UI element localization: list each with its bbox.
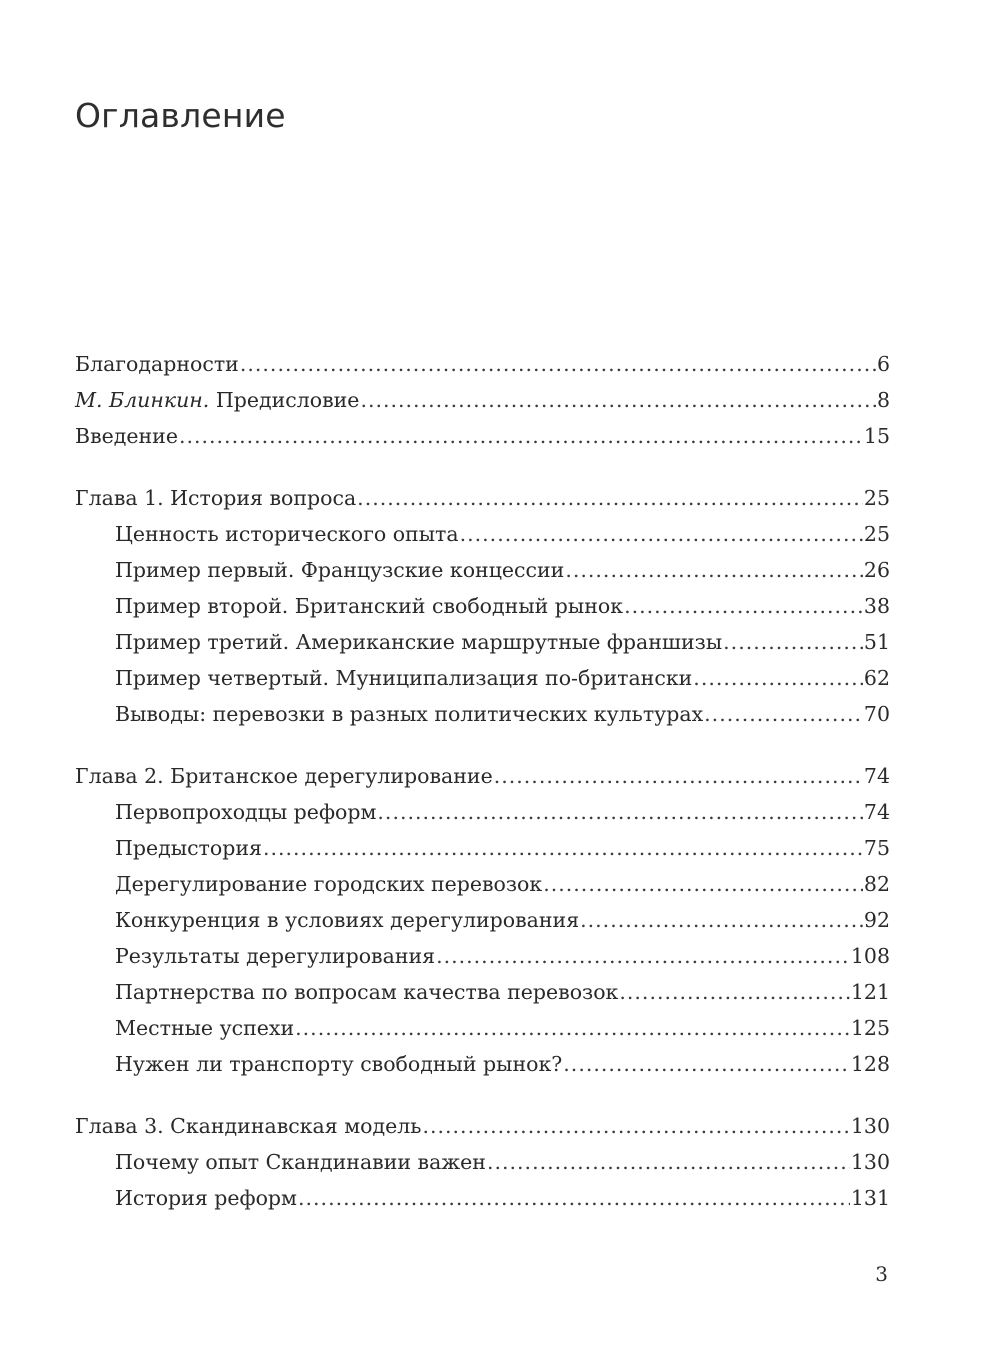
toc-section[interactable] xyxy=(75,696,890,732)
toc-section[interactable] xyxy=(75,624,890,660)
toc-section-label: Конкуренция в условиях дерегулирования xyxy=(115,908,580,932)
dot-leader xyxy=(543,866,863,902)
toc-entry-page: 130 xyxy=(850,1114,890,1138)
dot-leader xyxy=(460,516,863,552)
dot-leader xyxy=(565,552,863,588)
toc-entry-page: 92 xyxy=(863,908,890,932)
dot-leader xyxy=(357,480,863,516)
page-title: Оглавление xyxy=(75,96,286,135)
dot-leader xyxy=(580,902,863,938)
toc-section-label: Дерегулирование городских перевозок xyxy=(115,872,543,896)
toc-entry-label: Введение xyxy=(75,424,178,448)
toc-entry-page: 15 xyxy=(863,424,890,448)
toc-section[interactable] xyxy=(75,866,890,902)
dot-leader xyxy=(377,794,863,830)
dot-leader xyxy=(295,1010,850,1046)
toc-entry-page: 128 xyxy=(850,1052,890,1076)
toc-entry-page: 130 xyxy=(850,1150,890,1174)
dot-leader xyxy=(494,758,863,794)
toc-entry-page: 75 xyxy=(863,836,890,860)
toc-section[interactable] xyxy=(75,1180,890,1216)
toc-section-label: Партнерства по вопросам качества перевозок xyxy=(115,980,619,1004)
toc-entry-page: 70 xyxy=(863,702,890,726)
toc-entry-label: Благодарности xyxy=(75,352,239,376)
dot-leader xyxy=(693,660,863,696)
toc-entry-page: 125 xyxy=(850,1016,890,1040)
toc-entry-page: 131 xyxy=(850,1186,890,1210)
toc-section-label: Результаты дерегулирования xyxy=(115,944,436,968)
toc-entry-page: 6 xyxy=(876,352,890,376)
toc-entry-acknowledgements[interactable] xyxy=(75,346,890,382)
toc-chapter-1[interactable] xyxy=(75,480,890,516)
toc-section[interactable] xyxy=(75,660,890,696)
toc-entry-page: 108 xyxy=(850,944,890,968)
toc-entry-page: 26 xyxy=(863,558,890,582)
toc-section[interactable] xyxy=(75,1010,890,1046)
dot-leader xyxy=(487,1144,850,1180)
toc-entry-title: Предисловие xyxy=(209,388,360,412)
toc-entry-page: 74 xyxy=(863,764,890,788)
toc-section-label: Местные успехи xyxy=(115,1016,295,1040)
toc-section[interactable] xyxy=(75,902,890,938)
dot-leader xyxy=(360,382,876,418)
toc-chapter-label: Глава 3. Скандинавская модель xyxy=(75,1114,422,1138)
dot-leader xyxy=(624,588,863,624)
toc-section[interactable] xyxy=(75,830,890,866)
table-of-contents xyxy=(75,346,890,1216)
dot-leader xyxy=(704,696,863,732)
toc-section-label: История реформ xyxy=(115,1186,297,1210)
toc-entry-page: 62 xyxy=(863,666,890,690)
toc-entry-page: 25 xyxy=(863,522,890,546)
toc-chapter-2[interactable] xyxy=(75,758,890,794)
toc-section[interactable] xyxy=(75,588,890,624)
toc-section[interactable] xyxy=(75,974,890,1010)
toc-section-label: Пример третий. Американские маршрутные франшизы xyxy=(115,630,723,654)
dot-leader xyxy=(263,830,863,866)
toc-entry-page: 121 xyxy=(850,980,890,1004)
toc-entry-page: 8 xyxy=(876,388,890,412)
toc-section[interactable] xyxy=(75,1144,890,1180)
dot-leader xyxy=(240,346,876,382)
toc-section-label: Первопроходцы реформ xyxy=(115,800,377,824)
toc-entry-page: 74 xyxy=(863,800,890,824)
toc-entry-label xyxy=(75,382,359,418)
dot-leader xyxy=(723,624,863,660)
toc-section[interactable] xyxy=(75,794,890,830)
dot-leader xyxy=(436,938,850,974)
toc-section[interactable] xyxy=(75,938,890,974)
toc-entry-page: 51 xyxy=(863,630,890,654)
page-number: 3 xyxy=(875,1262,888,1286)
dot-leader xyxy=(179,418,863,454)
dot-leader xyxy=(619,974,849,1010)
dot-leader xyxy=(422,1108,849,1144)
toc-chapter-label: Глава 2. Британское дерегулирование xyxy=(75,764,493,788)
toc-entry-page: 38 xyxy=(863,594,890,618)
toc-section-label: Нужен ли транспорту свободный рынок? xyxy=(115,1052,563,1076)
toc-section[interactable] xyxy=(75,516,890,552)
toc-section[interactable] xyxy=(75,552,890,588)
toc-section-label: Предыстория xyxy=(115,836,262,860)
dot-leader xyxy=(563,1046,850,1082)
toc-section-label: Пример второй. Британский свободный рынок xyxy=(115,594,624,618)
toc-entry-introduction[interactable] xyxy=(75,418,890,454)
toc-entry-preface[interactable] xyxy=(75,382,890,418)
toc-entry-author: М. Блинкин. xyxy=(75,388,210,412)
toc-section-label: Пример первый. Французские концессии xyxy=(115,558,565,582)
toc-section[interactable] xyxy=(75,1046,890,1082)
toc-entry-page: 82 xyxy=(863,872,890,896)
toc-chapter-3[interactable] xyxy=(75,1108,890,1144)
toc-entry-page: 25 xyxy=(863,486,890,510)
toc-section-label: Выводы: перевозки в разных политических культурах xyxy=(115,702,704,726)
toc-section-label: Пример четвертый. Муниципализация по-британски xyxy=(115,666,693,690)
toc-section-label: Почему опыт Скандинавии важен xyxy=(115,1150,486,1174)
toc-chapter-label: Глава 1. История вопроса xyxy=(75,486,357,510)
dot-leader xyxy=(298,1180,850,1216)
toc-section-label: Ценность исторического опыта xyxy=(115,522,459,546)
